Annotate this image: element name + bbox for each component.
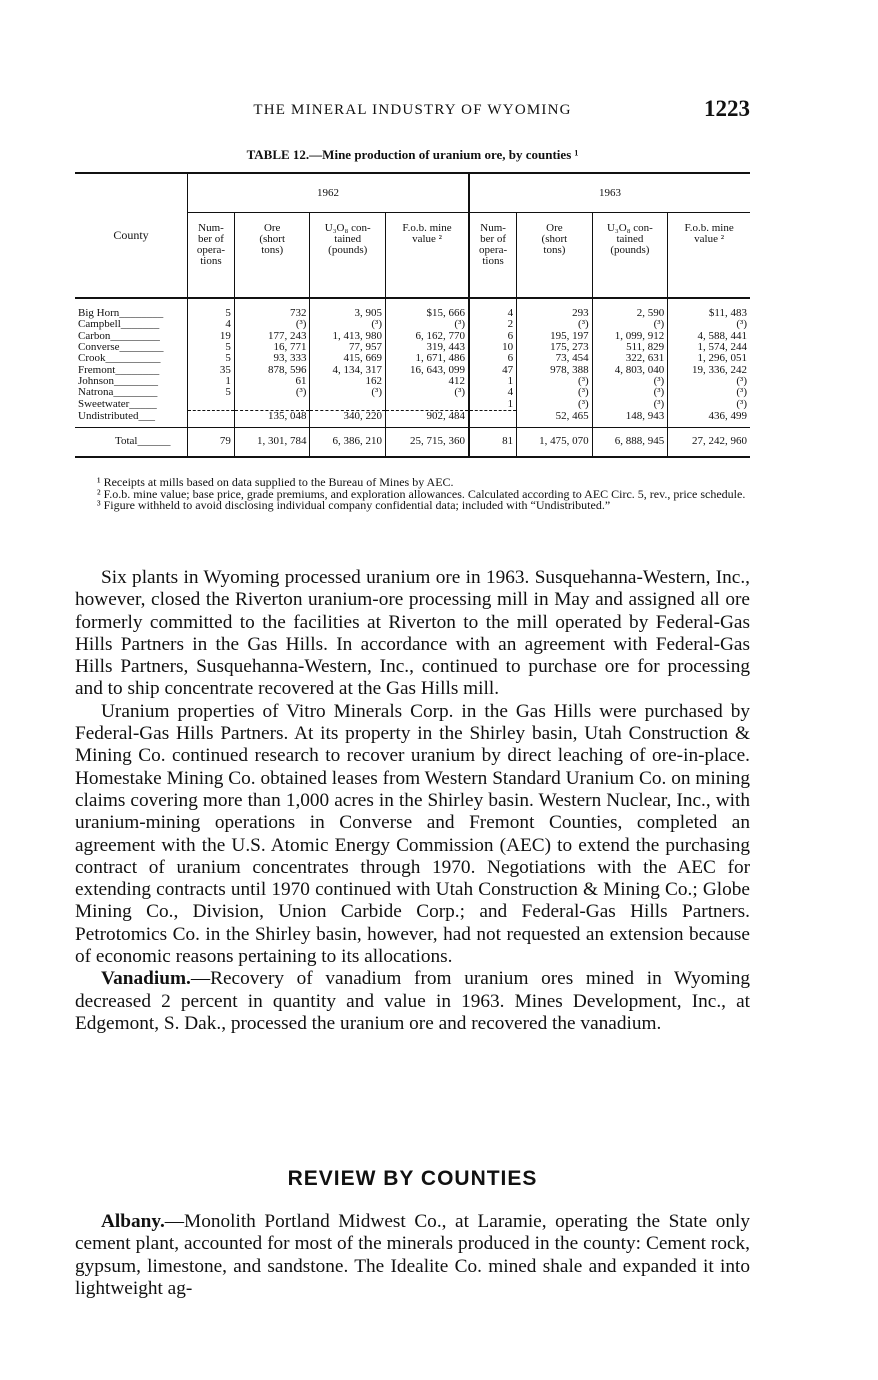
table-row xyxy=(75,398,750,410)
county-name-cell: Converse________ xyxy=(75,342,188,353)
table-row xyxy=(75,387,750,398)
table-row xyxy=(75,410,750,427)
column-header: Ore (short tons) xyxy=(234,213,310,299)
table-cell: (³) xyxy=(592,387,668,398)
paragraph-lead: Vanadium. xyxy=(101,968,191,990)
running-title: THE MINERAL INDUSTRY OF WYOMING xyxy=(253,102,572,118)
table-row xyxy=(75,319,750,330)
column-header: F.o.b. mine value ² xyxy=(385,213,469,299)
county-name-cell: Crook__________ xyxy=(75,353,188,364)
table-cell: (³) xyxy=(517,398,593,410)
table-cell: 93, 333 xyxy=(234,353,310,364)
section-heading: REVIEW BY COUNTIES xyxy=(287,1167,538,1190)
paragraph-albany xyxy=(75,1211,750,1300)
footnote-2: ² F.o.b. mine value; base price, grade premiums, and exploration allowances. Calculated according to AEC Circ. 5, rev., price schedule. xyxy=(97,486,746,501)
table-cell: (³) xyxy=(668,319,750,330)
table-cell: $11, 483 xyxy=(668,298,750,319)
table-cell: 16, 643, 099 xyxy=(385,364,469,375)
table-cell: 319, 443 xyxy=(385,342,469,353)
table-cell xyxy=(469,410,517,427)
table-cell: 135, 048 xyxy=(234,410,310,427)
year-header-1962: 1962 xyxy=(188,173,470,213)
table-cell: 4, 588, 441 xyxy=(668,331,750,342)
total-cell: 6, 888, 945 xyxy=(592,427,668,457)
table-cell: 61 xyxy=(234,376,310,387)
table-cell: 1, 296, 051 xyxy=(668,353,750,364)
footnote-1: ¹ Receipts at mills based on data supplied to the Bureau of Mines by AEC. xyxy=(97,475,454,489)
table-cell: 1 xyxy=(469,376,517,387)
table-cell: 2, 590 xyxy=(592,298,668,319)
table-cell xyxy=(234,398,310,410)
column-header: Num- ber of opera- tions xyxy=(188,213,235,299)
total-cell: 25, 715, 360 xyxy=(385,427,469,457)
table-cell: 162 xyxy=(310,376,386,387)
table-cell: 77, 957 xyxy=(310,342,386,353)
table-cell: (³) xyxy=(592,398,668,410)
county-name-cell: Carbon_________ xyxy=(75,331,188,342)
table-cell: (³) xyxy=(234,319,310,330)
total-label-cell: Total______ xyxy=(75,427,188,457)
column-header: F.o.b. mine value ² xyxy=(668,213,750,299)
table-cell: (³) xyxy=(517,387,593,398)
total-row xyxy=(75,427,750,457)
table-cell: 4 xyxy=(469,387,517,398)
paragraph-vanadium xyxy=(75,968,750,1035)
table-cell: 978, 388 xyxy=(517,364,593,375)
table-cell: (³) xyxy=(668,376,750,387)
table-caption: TABLE 12.—Mine production of uranium ore, by counties ¹ xyxy=(246,147,579,162)
table-cell: (³) xyxy=(385,319,469,330)
county-column-header: County xyxy=(75,173,188,298)
county-name-cell: Big Horn________ xyxy=(75,298,188,319)
table-cell: (³) xyxy=(310,387,386,398)
column-header: U₃O₈ con- tained (pounds) xyxy=(310,213,386,299)
table-cell: 412 xyxy=(385,376,469,387)
table-cell: 1 xyxy=(225,374,231,387)
table-cell: 1, 413, 980 xyxy=(310,331,386,342)
county-name-cell: Natrona________ xyxy=(75,387,188,398)
body-text xyxy=(75,567,750,1035)
table-cell: 177, 243 xyxy=(234,331,310,342)
table-cell: 6 xyxy=(469,353,517,364)
table-cell: 1, 574, 244 xyxy=(668,342,750,353)
table-cell xyxy=(188,410,235,427)
table-row xyxy=(75,298,750,319)
table-cell: 4 xyxy=(469,298,517,319)
table-cell xyxy=(385,398,469,410)
table-cell: 902, 484 xyxy=(385,410,469,427)
total-cell: 81 xyxy=(469,427,517,457)
table-cell: (³) xyxy=(592,319,668,330)
table-footnotes xyxy=(75,477,750,512)
table-cell: 6 xyxy=(469,331,517,342)
paragraph-text: —Recovery of vanadium from uranium ores mined in Wyoming decreased 2 percent in quantity and value in 1963. Mines Development, Inc., at Edgemont, S. Dak., processed the uranium ore and recovered the vanadium. xyxy=(75,968,750,1034)
county-name-cell: Sweetwater_____ xyxy=(75,398,188,410)
table-row xyxy=(75,353,750,364)
county-name-cell: Fremont________ xyxy=(75,364,188,375)
table-cell: 293 xyxy=(517,298,593,319)
table-cell: 1, 099, 912 xyxy=(592,331,668,342)
table-cell: 3, 905 xyxy=(310,298,386,319)
page-number: 1223 xyxy=(704,96,750,121)
uranium-production-table xyxy=(75,172,750,458)
table-cell: (³) xyxy=(234,387,310,398)
table-cell: (³) xyxy=(517,319,593,330)
total-cell: 27, 242, 960 xyxy=(668,427,750,457)
table-cell: 47 xyxy=(469,364,517,375)
table-cell: 5 xyxy=(225,352,231,365)
table-cell: 19, 336, 242 xyxy=(668,364,750,375)
table-cell: 4, 134, 317 xyxy=(310,364,386,375)
county-review-text xyxy=(75,1211,750,1300)
table-cell: 2 xyxy=(469,319,517,330)
table-cell: 511, 829 xyxy=(592,342,668,353)
column-header: U₃O₈ con- tained (pounds) xyxy=(592,213,668,299)
table-cell: 73, 454 xyxy=(517,353,593,364)
paragraph-uranium-plants: Six plants in Wyoming processed uranium ore in 1963. Susquehanna-Western, Inc., however, closed the Riverton uranium-ore processing mill in May and assigned all ore formerly committed to the facilities at Riverton to the mill operated by Federal-Gas Hills Partners in the Gas Hills. In accordance with an agreement with Federal-Gas Hills Partners, Susquehanna-Western, Inc., continued to purchase ore for processing and to ship concentrate recovered at the Gas Hills mill. xyxy=(75,567,750,700)
table-cell: (³) xyxy=(385,387,469,398)
total-cell: 6, 386, 210 xyxy=(310,427,386,457)
table-cell: 1 xyxy=(469,398,517,410)
column-header: Ore (short tons) xyxy=(517,213,593,299)
table-cell: 16, 771 xyxy=(234,342,310,353)
total-cell: 79 xyxy=(188,427,235,457)
table-cell: 4, 803, 040 xyxy=(592,364,668,375)
table-cell: 6, 162, 770 xyxy=(385,331,469,342)
column-header: Num- ber of opera- tions xyxy=(469,213,517,299)
table-cell: 52, 465 xyxy=(517,410,593,427)
running-head xyxy=(75,96,750,126)
paragraph-lead: Albany. xyxy=(101,1211,165,1232)
table-cell: 148, 943 xyxy=(592,410,668,427)
table-row xyxy=(75,376,750,387)
table-cell: (³) xyxy=(310,319,386,330)
county-name-cell: Johnson________ xyxy=(75,376,188,387)
table-cell: 322, 631 xyxy=(592,353,668,364)
county-name-cell: Undistributed___ xyxy=(75,410,188,427)
table-cell: (³) xyxy=(668,398,750,410)
table-cell: (³) xyxy=(517,376,593,387)
table-cell: 4 xyxy=(225,318,231,331)
table-cell xyxy=(310,398,386,410)
table-cell: 340, 220 xyxy=(310,410,386,427)
table-cell: 436, 499 xyxy=(668,410,750,427)
table-cell: (³) xyxy=(668,387,750,398)
table-cell xyxy=(188,398,235,410)
table-cell: 1, 671, 486 xyxy=(385,353,469,364)
table-cell: 19 xyxy=(219,329,231,342)
table-cell: 878, 596 xyxy=(234,364,310,375)
total-cell: 1, 301, 784 xyxy=(234,427,310,457)
paragraph-uranium-properties: Uranium properties of Vitro Minerals Corp. in the Gas Hills were purchased by Federal-Gas Hills Partners. At its property in the Shirley basin, Utah Construction & Mining Co. continued research to recover uranium by direct leaching of ore-in-place. Homestake Mining Co. obtained leases from Western Standard Uranium Co. on mining claims covering more than 1,000 acres in the Shirley basin. Western Nuclear, Inc., with uranium-mining operations in Converse and Fremont Counties, completed an agreement with the U.S. Atomic Energy Commission (AEC) to extend the purchasing contract of uranium concentrates through 1970. Negotiations with the AEC for extending contracts until 1970 continued with Utah Construction & Mining Co.; Globe Mining Co., Division, Union Carbide Corp.; and Federal-Gas Hills Partners. Petrotomics Co. in the Shirley basin, however, had not requested an extension because of economic reasons pertaining to its allocations. xyxy=(75,700,750,968)
footnote-3: ³ Figure withheld to avoid disclosing individual company confidential data; included with “Undistributed.” xyxy=(97,498,611,512)
year-header-1963: 1963 xyxy=(469,173,750,213)
table-cell: 35 xyxy=(219,363,231,376)
table-cell: 5 xyxy=(225,307,231,320)
table-cell: 195, 197 xyxy=(517,331,593,342)
table-cell: $15, 666 xyxy=(385,298,469,319)
table-cell: 415, 669 xyxy=(310,353,386,364)
table-cell: 5 xyxy=(225,341,231,354)
table-cell: 10 xyxy=(469,342,517,353)
total-cell: 1, 475, 070 xyxy=(517,427,593,457)
table-row xyxy=(75,364,750,375)
table-cell: (³) xyxy=(592,376,668,387)
paragraph-text: —Monolith Portland Midwest Co., at Laramie, operating the State only cement plant, accounted for most of the minerals produced in the county: Cement rock, gypsum, limestone, and sandstone. The Idealite Co. mined shale and expanded it into lightweight ag- xyxy=(75,1211,750,1299)
county-name-cell: Campbell_______ xyxy=(75,319,188,330)
table-cell: 5 xyxy=(225,386,231,399)
table-cell: 732 xyxy=(234,298,310,319)
table-cell: 175, 273 xyxy=(517,342,593,353)
